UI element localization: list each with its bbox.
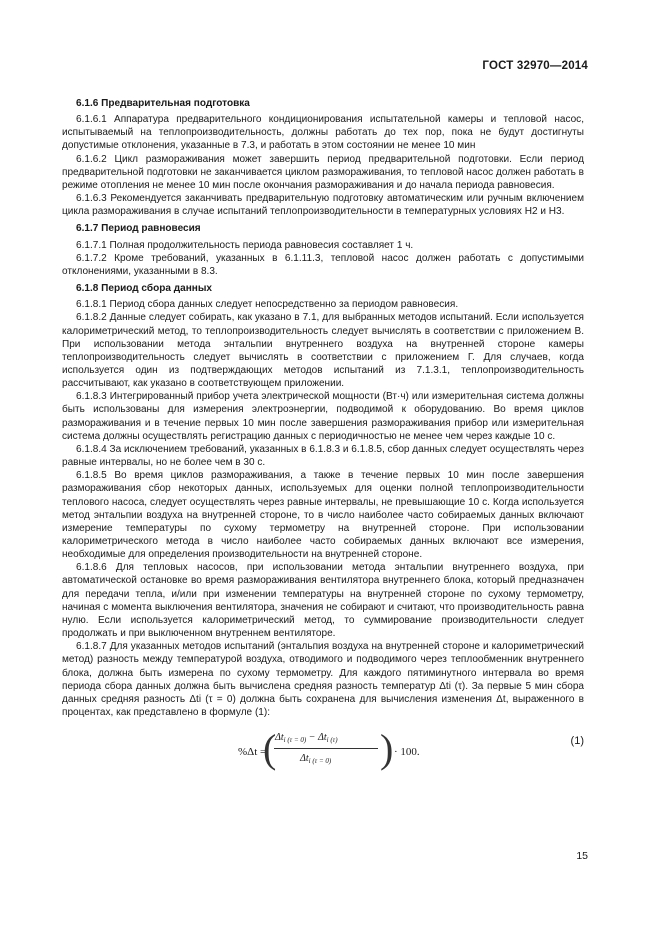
formula-tail: · 100. xyxy=(394,746,420,759)
formula-denominator xyxy=(300,752,331,768)
paragraph-6-1-6-2: 6.1.6.2 Цикл размораживания может завершить период предварительной подготовки. Если период предварительной подготовки не заканчивается циклом размораживания, то тепловой насос должен работать в режиме отопления не менее 10 мин после окончания размораживания и до начала периода равновесия. xyxy=(62,153,584,191)
section-heading-6-1-8: 6.1.8 Период сбора данных xyxy=(76,283,213,295)
fraction-bar xyxy=(274,748,378,749)
paragraph-6-1-6-3: 6.1.6.3 Рекомендуется заканчивать предварительную подготовку автоматическим или ручным включением цикла размораживания в случае испытаний теплопроизводительности в температурных условиях Н2 и Н3. xyxy=(62,193,584,218)
paragraph-6-1-8-7: 6.1.8.7 Для указанных методов испытаний (энтальпия воздуха на внутренней стороне и калориметрический метод) разность между температурой воздуха, отводимого и подводимого через теплообменник внутреннего блока, должна быть измерена по сухому термометру. Для каждого пятиминутного интервала во время периода сбора данных должна быть вычислена средняя разность температур Δti (τ). За первые 5 мин сбора данных средняя разность Δti (τ = 0) должна быть сохранена для вычисления изменения Δt, выраженного в процентах, как представлено в формуле (1): xyxy=(62,641,584,719)
paragraph-6-1-6-1: 6.1.6.1 Аппаратура предварительного кондиционирования испытательной камеры и тепловой насос, испытываемый на теплопроизводительность, должны работать до тех пор, пока не будут достигнуты допустимые отклонения, указанные в 7.3, и работать в этом состоянии не менее 10 мин xyxy=(62,114,584,152)
paragraph-6-1-8-2: 6.1.8.2 Данные следует собирать, как указано в 7.1, для выбранных методов испытаний. Если используется калориметрический метод, то теплопроизводительность следует вычислять в соответствии с приложением В. При использовании метода энтальпии внутреннего воздуха на внутренней стороне камеры теплопроизводительность следует вычислять в соответствии с приложением Г. Для случаев, когда используется один из подтверждающих методов испытаний из 7.1.3.1, теплопроизводительность рассчитывают, как указано в соответствующем приложении. xyxy=(62,312,584,390)
formula-number: (1) xyxy=(570,735,584,748)
formula-numerator xyxy=(275,731,338,747)
section-heading-6-1-7: 6.1.7 Период равновесия xyxy=(76,223,201,235)
paragraph-6-1-8-1: 6.1.8.1 Период сбора данных следует непосредственно за периодом равновесия. xyxy=(76,299,459,311)
paragraph-6-1-7-1: 6.1.7.1 Полная продолжительность периода равновесия составляет 1 ч. xyxy=(76,239,414,251)
document-body xyxy=(62,97,584,781)
paragraph-6-1-8-3: 6.1.8.3 Интегрированный прибор учета электрической мощности (Вт·ч) или измерительная система должны быть использованы для измерения электроэнергии, подводимой к оборудованию. Во время циклов размораживания и в течение первых 10 мин после завершения размораживания прибор или измерительная система должны осуществлять регистрацию данных с периодичностью не менее чем через каждые 10 с. xyxy=(62,391,584,442)
numerator-term2: − Δt xyxy=(306,732,327,744)
standard-code: ГОСТ 32970—2014 xyxy=(482,60,588,72)
formula-right-paren: ) xyxy=(380,726,394,772)
formula-left-paren: ( xyxy=(263,726,277,772)
page-number: 15 xyxy=(576,850,588,862)
numerator-sub2: i (τ) xyxy=(326,736,338,745)
numerator-term1: Δt xyxy=(275,732,284,744)
paragraph-6-1-7-2: 6.1.7.2 Кроме требований, указанных в 6.1.11.3, тепловой насос должен работать с допустимыми отклонениями, указанными в 8.3. xyxy=(62,252,584,277)
formula-lhs: %Δt = xyxy=(238,746,267,759)
paragraph-6-1-8-5: 6.1.8.5 Во время циклов размораживания, а также в течение первых 10 мин после завершения размораживания сбор некоторых данных, используемых для оценки полной теплопроизводительности теплового насоса, следует осуществлять через равные интервалы, не превышающие 10 с. Когда используется метод энтальпии воздуха на внутренней стороне, то в число наиболее часто собираемых данных включают измерение температуры по сухому термометру на внутренней стороне. При использовании калориметрического метода в число наиболее часто собираемых данных включают все измерения, необходимые для определения производительности на внутренней стороне. xyxy=(62,470,584,561)
paragraph-6-1-8-4: 6.1.8.4 За исключением требований, указанных в 6.1.8.3 и 6.1.8.5, сбор данных следует осуществлять через равные интервалы, но не более чем в 30 с. xyxy=(62,443,584,469)
paragraph-6-1-8-6: 6.1.8.6 Для тепловых насосов, при использовании метода энтальпии внутреннего воздуха, при автоматической остановке во время размораживания вентилятора внутреннего блока, который предназначен для передачи тепла, и/или при изменении температуры на внутренней стороне по сухому термометру, начиная с момента выключения вентилятора, значения не собирают и считают, что производительность равна нулю. Если используется калориметрический метод, то суммирование производительности следует продолжать и при выключенном внутреннем вентиляторе. xyxy=(62,562,584,640)
denominator-sub: i (τ = 0) xyxy=(308,757,332,766)
formula-1 xyxy=(62,725,584,781)
numerator-sub1: i (τ = 0) xyxy=(283,736,307,745)
section-heading-6-1-6: 6.1.6 Предварительная подготовка xyxy=(76,98,250,109)
denominator-term: Δt xyxy=(300,753,309,765)
